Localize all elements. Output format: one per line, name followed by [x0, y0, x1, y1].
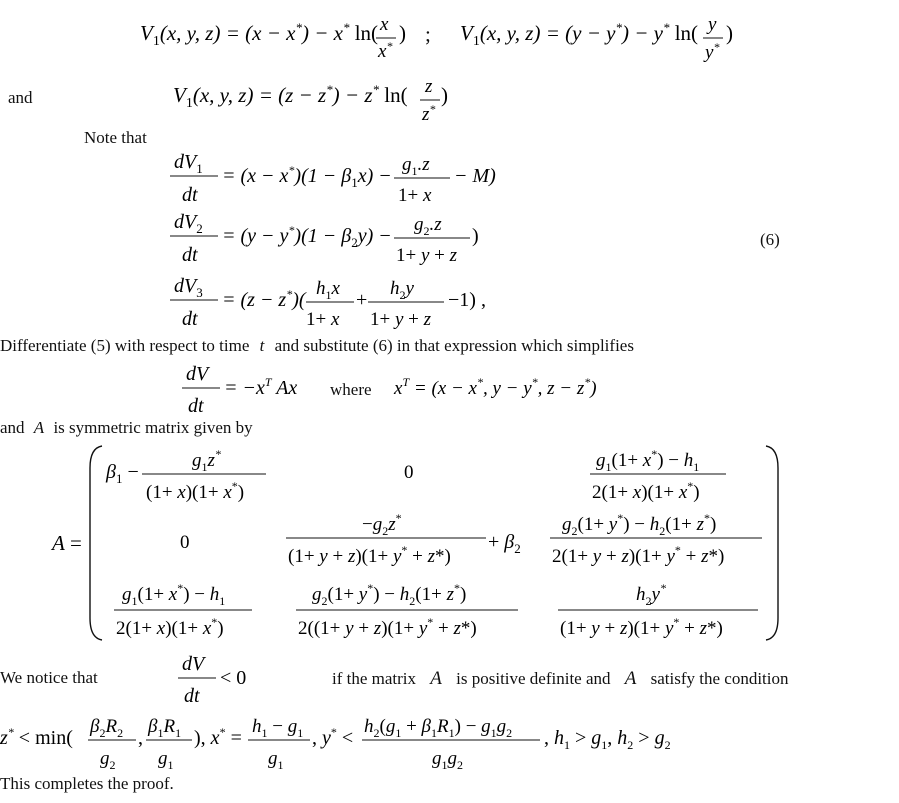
svg-text:dV: dV	[182, 653, 205, 675]
pos-def-text: is positive definite and	[456, 669, 611, 688]
dv1-formula	[168, 146, 508, 208]
v1y-formula	[460, 12, 760, 67]
svg-text:V1(x, y, z) = (z − z*) − z* ln: $V_1(x$, y, z) = (z − z*) − z* ln(	[173, 82, 408, 111]
lyapunov-v1-y	[460, 12, 760, 72]
A-symbol-1: A	[430, 668, 442, 689]
dvdt-inequality	[176, 648, 266, 713]
svg-text:): )	[472, 225, 479, 247]
svg-text:dt: dt	[188, 395, 204, 417]
svg-text:h2y: $h_2y$	[390, 278, 414, 302]
svg-text:= −xT Ax: = $-x^T$ Ax	[224, 375, 298, 399]
differentiate-sentence	[0, 336, 634, 356]
v1x-formula	[140, 12, 440, 62]
svg-text:1+ x: 1+ x	[306, 309, 340, 330]
svg-text:−1) ,: −1) ,	[448, 289, 486, 311]
notice-text: We notice that	[0, 668, 98, 687]
svg-text:g1g2: $g_1g_2$	[432, 748, 463, 772]
svg-text:g2: $g_2$	[100, 748, 116, 772]
svg-text:dV: dV	[186, 363, 209, 385]
svg-text:(1+ y + z)(1+ y* + z*): (1+ y + z)(1+ y* + z*)	[560, 615, 723, 639]
svg-text:2(1+ x)(1+ x*): 2(1+ x)(1+ x*)	[592, 479, 700, 503]
svg-text:β1R1: $\beta_1R_1$	[148, 716, 182, 740]
dv3-equation	[168, 270, 508, 337]
matrix-A	[50, 438, 810, 653]
svg-text:+ β2: + $\beta_2$	[488, 531, 521, 556]
svg-text:z*: z*	[422, 102, 436, 125]
dv1-equation	[168, 146, 508, 213]
svg-text:g1.z: $g_1.z$	[402, 154, 430, 178]
svg-text:g1(1+ x*) − h1: $g_1(1+ x^*) - h_1$	[596, 447, 700, 474]
A-symbol-2: A	[624, 668, 637, 689]
svg-text:2(1+ y + z)(1+ y* + z*): 2(1+ y + z)(1+ y* + z*)	[552, 543, 725, 567]
svg-text:g1(1+ x*) − h1: $g_1(1+ x^*) - h_1$	[122, 581, 226, 608]
svg-text:(1+ y + z)(1+ y* + z*): (1+ y + z)(1+ y* + z*)	[288, 543, 451, 567]
equation-number: (6)	[760, 230, 780, 249]
svg-text:= (y − y*)(1 − β2y) −: = $(y - y^*)(1 - \beta_2y)$ −	[222, 223, 392, 250]
matrix-A-symbol: A	[33, 418, 45, 437]
sym-tail: is symmetric matrix given by	[53, 418, 253, 437]
svg-text:V1(x, y, z) = (y − y*) − y* ln: $V_1(x$, y, z) = (y − y*) − y* ln(	[460, 20, 699, 49]
dvdt-ineq-formula	[176, 648, 266, 708]
condition-formula	[0, 712, 899, 779]
svg-text:V1(x, y, z) = (x − x*) − x* ln: $V_1(x$, y, z) = (x − x*) − x* ln(	[140, 20, 379, 49]
dv3-formula	[168, 270, 508, 332]
svg-text:, h1 > g1, h2 > g2: , $h_1 > g_1$, $h_2 > g_2$	[544, 727, 671, 752]
svg-text:), x* =: ), x* =	[194, 725, 242, 749]
svg-text:x*: x*	[378, 39, 393, 62]
svg-text:β2R2: $\beta_2R_2$	[90, 716, 124, 740]
svg-text:h1 − g1: $h_1 - g_1$	[252, 716, 304, 740]
svg-text:2(1+ x)(1+ x*): 2(1+ x)(1+ x*)	[116, 615, 224, 639]
dvdt-formula	[180, 356, 640, 418]
svg-text:2((1+ y + z)(1+ y* + z*): 2((1+ y + z)(1+ y* + z*)	[298, 615, 477, 639]
svg-text:1+ x: 1+ x	[398, 185, 432, 206]
condition-svg	[0, 712, 899, 774]
svg-text:β1 −: $\beta_1$ −	[106, 461, 139, 486]
svg-text:0: 0	[404, 462, 414, 483]
condition-sentence	[332, 668, 789, 690]
svg-text:g1z*: $g_1z^*$	[192, 447, 221, 474]
lyapunov-v1-z	[173, 70, 473, 130]
svg-text:): )	[441, 83, 448, 107]
svg-text:y*: y*	[705, 40, 720, 63]
svg-text:dV3: $dV_3$	[174, 275, 203, 300]
svg-text:g1: $g_1$	[158, 748, 174, 772]
svg-text:): )	[399, 21, 406, 45]
svg-text:−g2z*: $-g_2z^*$	[362, 511, 402, 538]
svg-text:− M): − M)	[454, 165, 496, 187]
conjunction-and: and	[8, 88, 33, 107]
svg-text:= (x − x*)(1 − β1x) −: = $(x - x^*)(1 - \beta_1x)$ −	[222, 163, 392, 190]
svg-text:A: A	[52, 531, 65, 555]
symmetric-sentence	[0, 418, 253, 438]
svg-text:0: 0	[180, 532, 190, 553]
svg-text:y: y	[708, 14, 717, 35]
svg-text:dt: dt	[182, 308, 198, 330]
svg-text:g2(1+ y*) − h2(1+ z*): $g_2(1+ y^*) - h_2(1+ z^*)$	[562, 511, 717, 538]
svg-text:(1+ x)(1+ x*): (1+ x)(1+ x*)	[146, 479, 245, 503]
where-word: where	[330, 380, 372, 399]
svg-text:< 0: < 0	[220, 667, 247, 689]
svg-text:x: x	[380, 14, 389, 35]
svg-text:g1: $g_1$	[268, 748, 284, 772]
svg-text:h2y*: $h_2y^*$	[636, 581, 666, 608]
svg-text:z: z	[425, 76, 433, 97]
svg-text:dt: dt	[182, 184, 198, 206]
note-that: Note that	[84, 128, 147, 147]
v1z-formula	[173, 70, 473, 125]
separator-semicolon: ;	[425, 22, 431, 46]
svg-text:g2.z: $g_2.z$	[414, 214, 442, 238]
diff-tail: and substitute (6) in that expression which simplifies	[274, 336, 634, 355]
svg-text:dt: dt	[184, 685, 200, 707]
svg-text:h1x: $h_1x$	[316, 278, 340, 302]
svg-text:1+ y + z: 1+ y + z	[396, 245, 458, 266]
dv2-equation	[168, 206, 508, 273]
diff-text: Differentiate (5) with respect to time	[0, 336, 250, 355]
matrix-A-formula	[50, 438, 810, 648]
svg-text:g2(1+ y*) − h2(1+ z*): $g_2(1+ y^*) - h_2(1+ z^*)$	[312, 581, 467, 608]
svg-text:xT = (x − x*, y − y*, z − z*): $x^T = (x - x^*$, y − y*, z − z*)	[394, 375, 597, 399]
svg-text:dt: dt	[182, 244, 198, 266]
dv2-formula	[168, 206, 508, 268]
proof-end: This completes the proof.	[0, 774, 174, 793]
diff-var-t: t	[259, 336, 265, 355]
svg-text:z* < min(: z* < min(	[0, 725, 73, 749]
svg-text:dV2: $dV_2$	[174, 211, 203, 236]
if-text: if the matrix	[332, 669, 417, 688]
satisfy-text: satisfy the condition	[650, 669, 789, 688]
lyapunov-v1-x	[140, 12, 440, 67]
svg-text:): )	[726, 21, 733, 45]
svg-text:dV1: $dV_1$	[174, 151, 203, 176]
dvdt-equation	[180, 356, 640, 423]
svg-text:1+ y + z: 1+ y + z	[370, 309, 432, 330]
and-word: and	[0, 418, 25, 437]
svg-text:, y* <: , y* <	[312, 725, 354, 749]
svg-text:= (z − z*)(: = (z − z*)(	[222, 287, 306, 311]
svg-text:=: =	[70, 531, 82, 555]
svg-text:,: ,	[138, 727, 143, 749]
svg-text:+: +	[356, 289, 368, 311]
svg-text:h2(g1 + β1R1) − g1g2: $h_2(g_1 + \beta_1R_1) - g_1g_2$	[364, 716, 513, 740]
